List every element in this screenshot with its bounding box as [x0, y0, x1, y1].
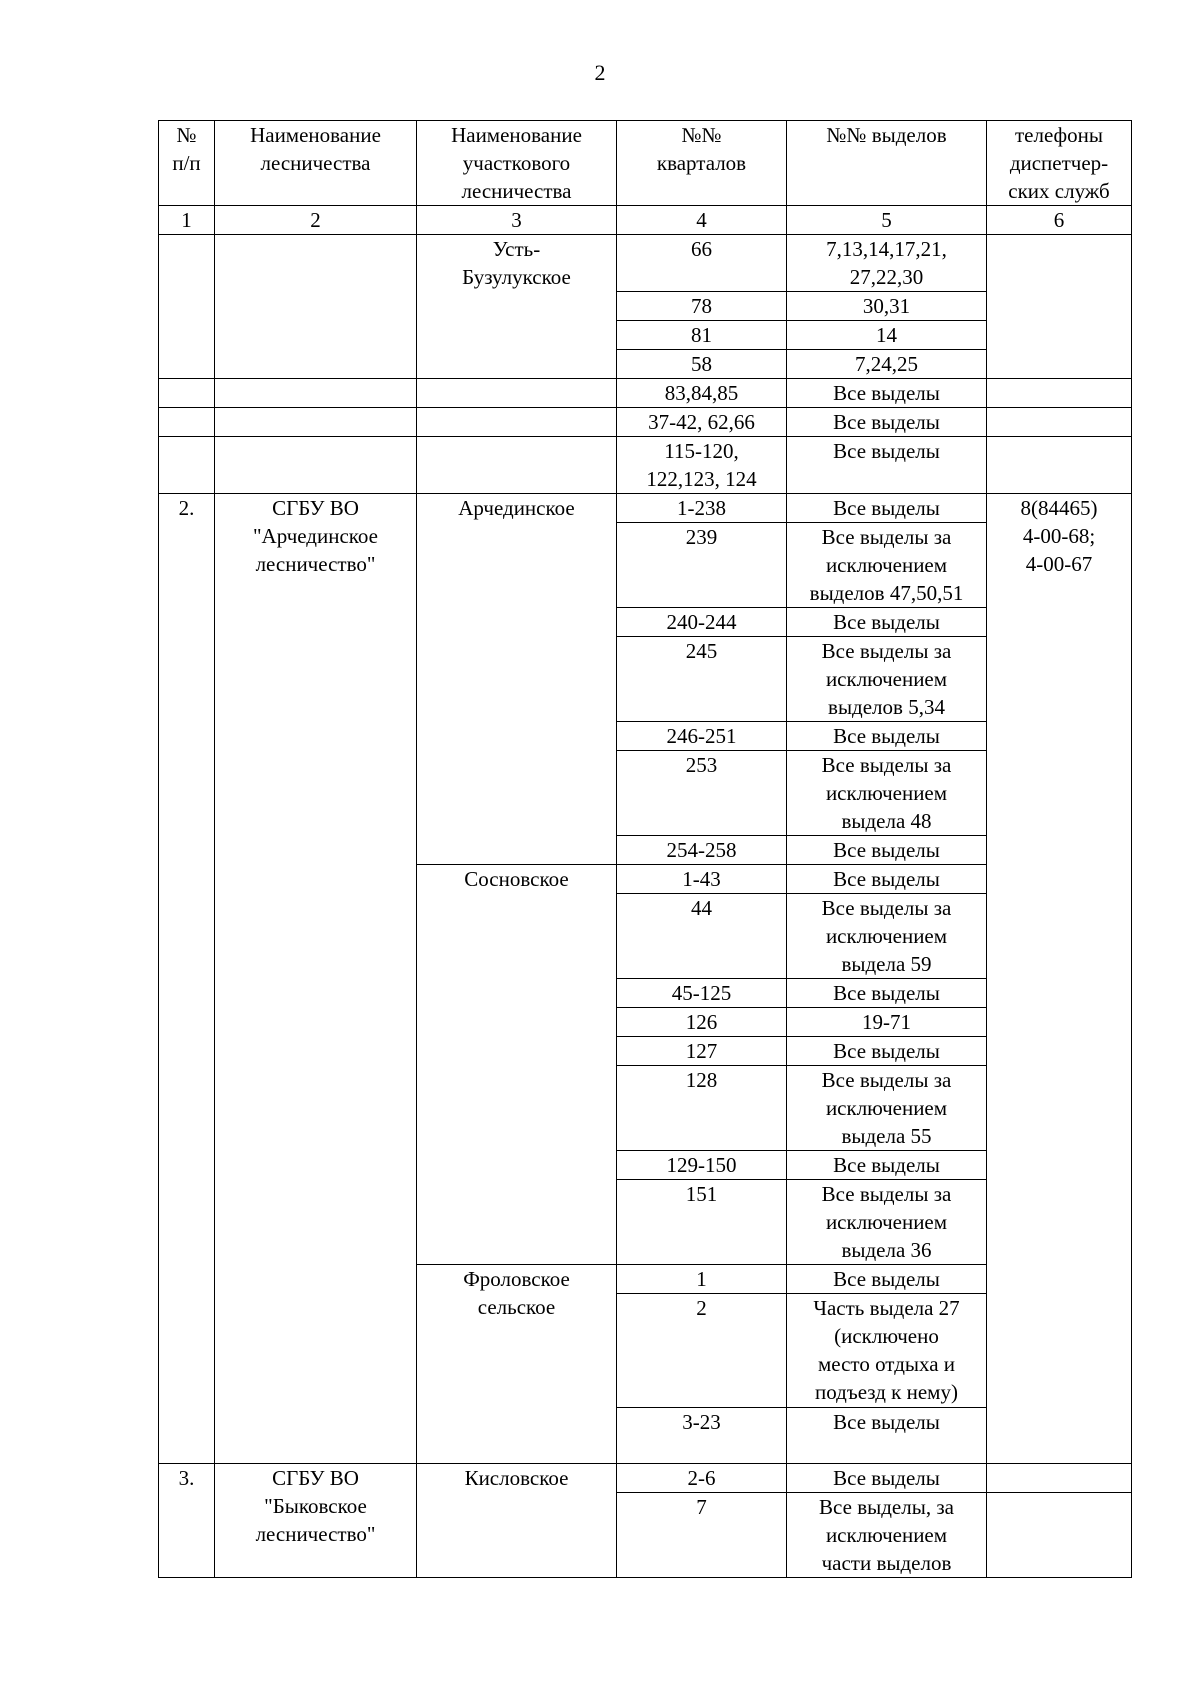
allotments-cell: Все выделы за исключением выдела 59 [787, 894, 987, 979]
allotments-cell: Все выделы [787, 437, 987, 494]
allotments-cell: Все выделы [787, 836, 987, 865]
quarters-cell: 37-42, 62,66 [617, 408, 787, 437]
table-row [159, 379, 1132, 408]
column-number-row [159, 206, 1132, 235]
allotments-cell: Часть выдела 27 (исключено место отдыха и подъезд к нему) [787, 1294, 987, 1408]
quarters-cell: 45-125 [617, 979, 787, 1008]
allotments-cell: 19-71 [787, 1008, 987, 1037]
quarters-cell: 66 [617, 235, 787, 292]
number-cell [159, 235, 215, 379]
quarters-cell: 1-43 [617, 865, 787, 894]
header-cell-quarters: №№ кварталов [617, 121, 787, 206]
allotments-cell: Все выделы [787, 608, 987, 637]
allotments-cell: Все выделы [787, 1408, 987, 1464]
allotments-cell: Все выделы [787, 494, 987, 523]
quarters-cell: 126 [617, 1008, 787, 1037]
forestry-cell [215, 235, 417, 379]
forestry-cell [215, 437, 417, 494]
district-forestry-cell: Кисловское [417, 1464, 617, 1578]
quarters-cell: 44 [617, 894, 787, 979]
allotments-cell: Все выделы [787, 722, 987, 751]
phones-cell [987, 408, 1132, 437]
column-number: 6 [987, 206, 1132, 235]
allotments-cell: Все выделы, за исключением части выделов [787, 1493, 987, 1578]
quarters-cell: 1-238 [617, 494, 787, 523]
phones-cell [987, 1493, 1132, 1578]
quarters-cell: 3-23 [617, 1408, 787, 1464]
allotments-cell: 14 [787, 321, 987, 350]
quarters-cell: 239 [617, 523, 787, 608]
quarters-cell: 129-150 [617, 1151, 787, 1180]
phones-cell [987, 1464, 1132, 1493]
quarters-cell: 253 [617, 751, 787, 836]
number-cell [159, 437, 215, 494]
allotments-cell: Все выделы [787, 865, 987, 894]
allotments-cell: Все выделы [787, 1151, 987, 1180]
allotments-cell: 7,24,25 [787, 350, 987, 379]
allotments-cell: Все выделы [787, 1464, 987, 1493]
allotments-cell: Все выделы [787, 408, 987, 437]
column-number: 5 [787, 206, 987, 235]
district-forestry-cell: Усть- Бузулукское [417, 235, 617, 379]
allotments-cell: Все выделы [787, 1037, 987, 1066]
allotments-cell: Все выделы [787, 379, 987, 408]
header-cell-forestry: Наименование лесничества [215, 121, 417, 206]
quarters-cell: 127 [617, 1037, 787, 1066]
phones-cell: 8(84465) 4-00-68; 4-00-67 [987, 494, 1132, 1464]
allotments-cell: Все выделы [787, 1265, 987, 1294]
allotments-cell: Все выделы за исключением выдела 48 [787, 751, 987, 836]
table-row [159, 1464, 1132, 1493]
header-row [159, 121, 1132, 206]
header-cell-allotments: №№ выделов [787, 121, 987, 206]
header-cell-district-forestry: Наименование участкового лесничества [417, 121, 617, 206]
quarters-cell: 254-258 [617, 836, 787, 865]
header-cell-phones: телефоны диспетчер- ских служб [987, 121, 1132, 206]
number-cell [159, 408, 215, 437]
column-number: 2 [215, 206, 417, 235]
quarters-cell: 81 [617, 321, 787, 350]
forestry-cell [215, 379, 417, 408]
district-forestry-cell: Фроловское сельское [417, 1265, 617, 1464]
phones-cell [987, 235, 1132, 379]
quarters-cell: 83,84,85 [617, 379, 787, 408]
district-forestry-cell [417, 408, 617, 437]
district-forestry-cell [417, 379, 617, 408]
quarters-cell: 245 [617, 637, 787, 722]
quarters-cell: 7 [617, 1493, 787, 1578]
number-cell [159, 379, 215, 408]
allotments-cell: Все выделы за исключением выдела 36 [787, 1180, 987, 1265]
district-forestry-cell: Арчединское [417, 494, 617, 865]
district-forestry-cell [417, 437, 617, 494]
page-number: 2 [594, 60, 606, 85]
forestry-cell: СГБУ ВО "Арчединское лесничество" [215, 494, 417, 1464]
quarters-cell: 151 [617, 1180, 787, 1265]
quarters-cell: 78 [617, 292, 787, 321]
number-cell: 3. [159, 1464, 215, 1578]
quarters-cell: 246-251 [617, 722, 787, 751]
column-number: 4 [617, 206, 787, 235]
number-cell: 2. [159, 494, 215, 1464]
quarters-cell: 1 [617, 1265, 787, 1294]
column-number: 3 [417, 206, 617, 235]
quarters-cell: 128 [617, 1066, 787, 1151]
quarters-cell: 2 [617, 1294, 787, 1408]
quarters-cell: 240-244 [617, 608, 787, 637]
allotments-cell: Все выделы за исключением выделов 47,50,51 [787, 523, 987, 608]
table-row [159, 235, 1132, 292]
forestry-cell [215, 408, 417, 437]
allotments-cell: 30,31 [787, 292, 987, 321]
forestry-cell: СГБУ ВО "Быковское лесничество" [215, 1464, 417, 1578]
quarters-cell: 2-6 [617, 1464, 787, 1493]
forest-table [158, 120, 1132, 1578]
table-row [159, 437, 1132, 494]
allotments-cell: Все выделы за исключением выдела 55 [787, 1066, 987, 1151]
column-number: 1 [159, 206, 215, 235]
table-row [159, 408, 1132, 437]
table-row [159, 494, 1132, 523]
allotments-cell: Все выделы [787, 979, 987, 1008]
district-forestry-cell: Сосновское [417, 865, 617, 1265]
allotments-cell: Все выделы за исключением выделов 5,34 [787, 637, 987, 722]
phones-cell [987, 437, 1132, 494]
quarters-cell: 58 [617, 350, 787, 379]
phones-cell [987, 379, 1132, 408]
quarters-cell: 115-120, 122,123, 124 [617, 437, 787, 494]
header-cell-number: № п/п [159, 121, 215, 206]
allotments-cell: 7,13,14,17,21, 27,22,30 [787, 235, 987, 292]
